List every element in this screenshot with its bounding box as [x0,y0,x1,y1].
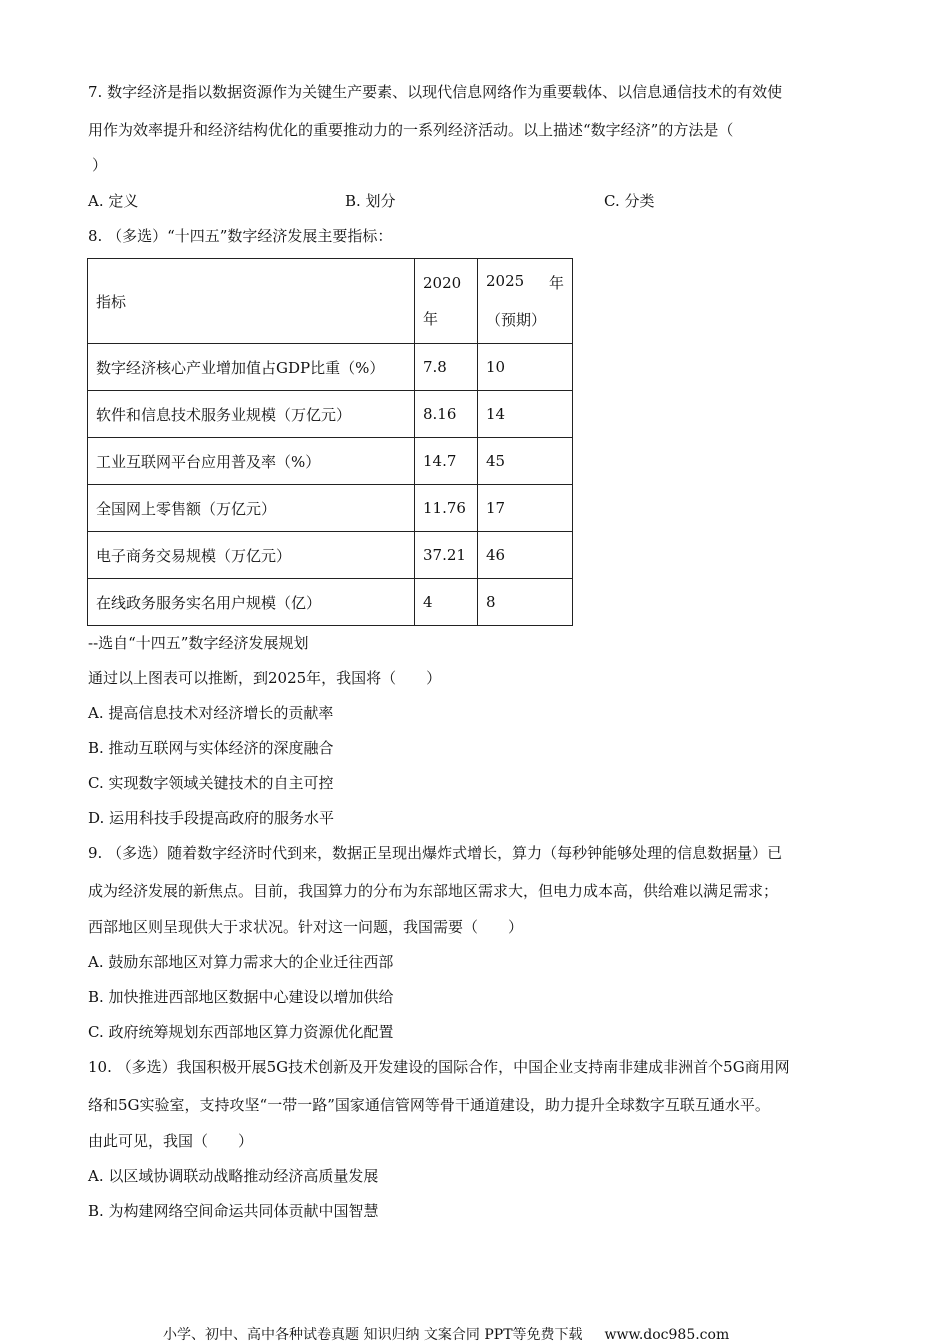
indicator-name: 在线政务服务实名用户规模（亿） [88,579,415,626]
q8-option-b: B. 推动互联网与实体经济的深度融合 [88,739,334,757]
value-2020: 14.7 [415,438,478,485]
q10-stem-line-1: 10. （多选）我国积极开展5G技术创新及开发建设的国际合作，中国企业支持南非建成非洲首个5G商用网 [88,1058,790,1076]
table-row [88,485,573,532]
q10-option-a: A. 以区域协调联动战略推动经济高质量发展 [88,1167,379,1185]
value-2025: 17 [478,485,573,532]
q9-stem-line-2: 成为经济发展的新焦点。目前，我国算力的分布为东部地区需求大，但电力成本高，供给难以满足需求； [88,882,779,900]
q8-option-a: A. 提高信息技术对经济增长的贡献率 [88,704,334,722]
q9-stem-line-1: 9. （多选）随着数字经济时代到来，数据正呈现出爆炸式增长，算力（每秒钟能够处理的信息数据量）已 [88,844,783,862]
header-2020-year: 2020 [423,273,462,292]
indicator-name: 电子商务交易规模（万亿元） [88,532,415,579]
footer [163,1324,729,1344]
q9-option-b: B. 加快推进西部地区数据中心建设以增加供给 [88,988,394,1006]
value-2020: 11.76 [415,485,478,532]
q9-option-a: A. 鼓励东部地区对算力需求大的企业迁往西部 [88,953,394,971]
value-2020: 7.8 [415,344,478,391]
indicator-name: 全国网上零售额（万亿元） [88,485,415,532]
header-2025 [478,259,573,344]
indicator-name: 数字经济核心产业增加值占GDP比重（%） [88,344,415,391]
header-2020 [415,259,478,344]
q10-stem-line-3: 由此可见，我国（ ） [88,1132,254,1150]
q7-option-b: B. 划分 [345,192,396,210]
table-row [88,532,573,579]
q8-stem: 8. （多选）“十四五”数字经济发展主要指标： [88,227,393,245]
q8-table-source: --选自“十四五”数字经济发展规划 [88,634,309,652]
value-2025: 8 [478,579,573,626]
footer-url-link[interactable]: www.doc985.com [604,1327,730,1343]
table-row [88,391,573,438]
q7-stem-line-3: ） [92,156,108,174]
q10-stem-line-2: 络和5G实验室，支持攻坚“一带一路”国家通信管网等骨干通道建设，助力提升全球数字互联互通水平。 [88,1096,770,1114]
footer-text: 小学、初中、高中各种试卷真题 知识归纳 文案合同 PPT等免费下载 [163,1327,583,1343]
q8-option-c: C. 实现数字领域关键技术的自主可控 [88,774,334,792]
value-2020: 8.16 [415,391,478,438]
q7-option-a: A. 定义 [88,192,139,210]
value-2025: 45 [478,438,573,485]
table-row [88,438,573,485]
q7-option-c: C. 分类 [604,192,655,210]
value-2025: 14 [478,391,573,438]
q8-question: 通过以上图表可以推断，到2025年，我国将（ ） [88,669,442,687]
q7-stem-line-1: 7. 数字经济是指以数据资源作为关键生产要素、以现代信息网络作为重要载体、以信息通信技术的有效使 [88,83,783,101]
indicator-name: 工业互联网平台应用普及率（%） [88,438,415,485]
table-header-row [88,259,573,344]
value-2025: 46 [478,532,573,579]
table-row [88,579,573,626]
q9-option-c: C. 政府统筹规划东西部地区算力资源优化配置 [88,1023,394,1041]
header-2025-expected: （预期） [486,311,547,329]
header-2025-year: 2025 [486,272,525,290]
q9-stem-line-3: 西部地区则呈现供大于求状况。针对这一问题，我国需要（ ） [88,918,524,936]
q10-option-b: B. 为构建网络空间命运共同体贡献中国智慧 [88,1202,379,1220]
table-row [88,344,573,391]
value-2025: 10 [478,344,573,391]
header-indicator: 指标 [88,259,415,344]
indicator-table [87,258,573,626]
header-2020-unit: 年 [423,309,439,328]
header-2025-unit: 年 [548,274,564,292]
value-2020: 4 [415,579,478,626]
q8-option-d: D. 运用科技手段提高政府的服务水平 [88,809,335,827]
q7-stem-line-2: 用作为效率提升和经济结构优化的重要推动力的一系列经济活动。以上描述“数字经济”的方法是（ [88,121,734,139]
indicator-name: 软件和信息技术服务业规模（万亿元） [88,391,415,438]
value-2020: 37.21 [415,532,478,579]
